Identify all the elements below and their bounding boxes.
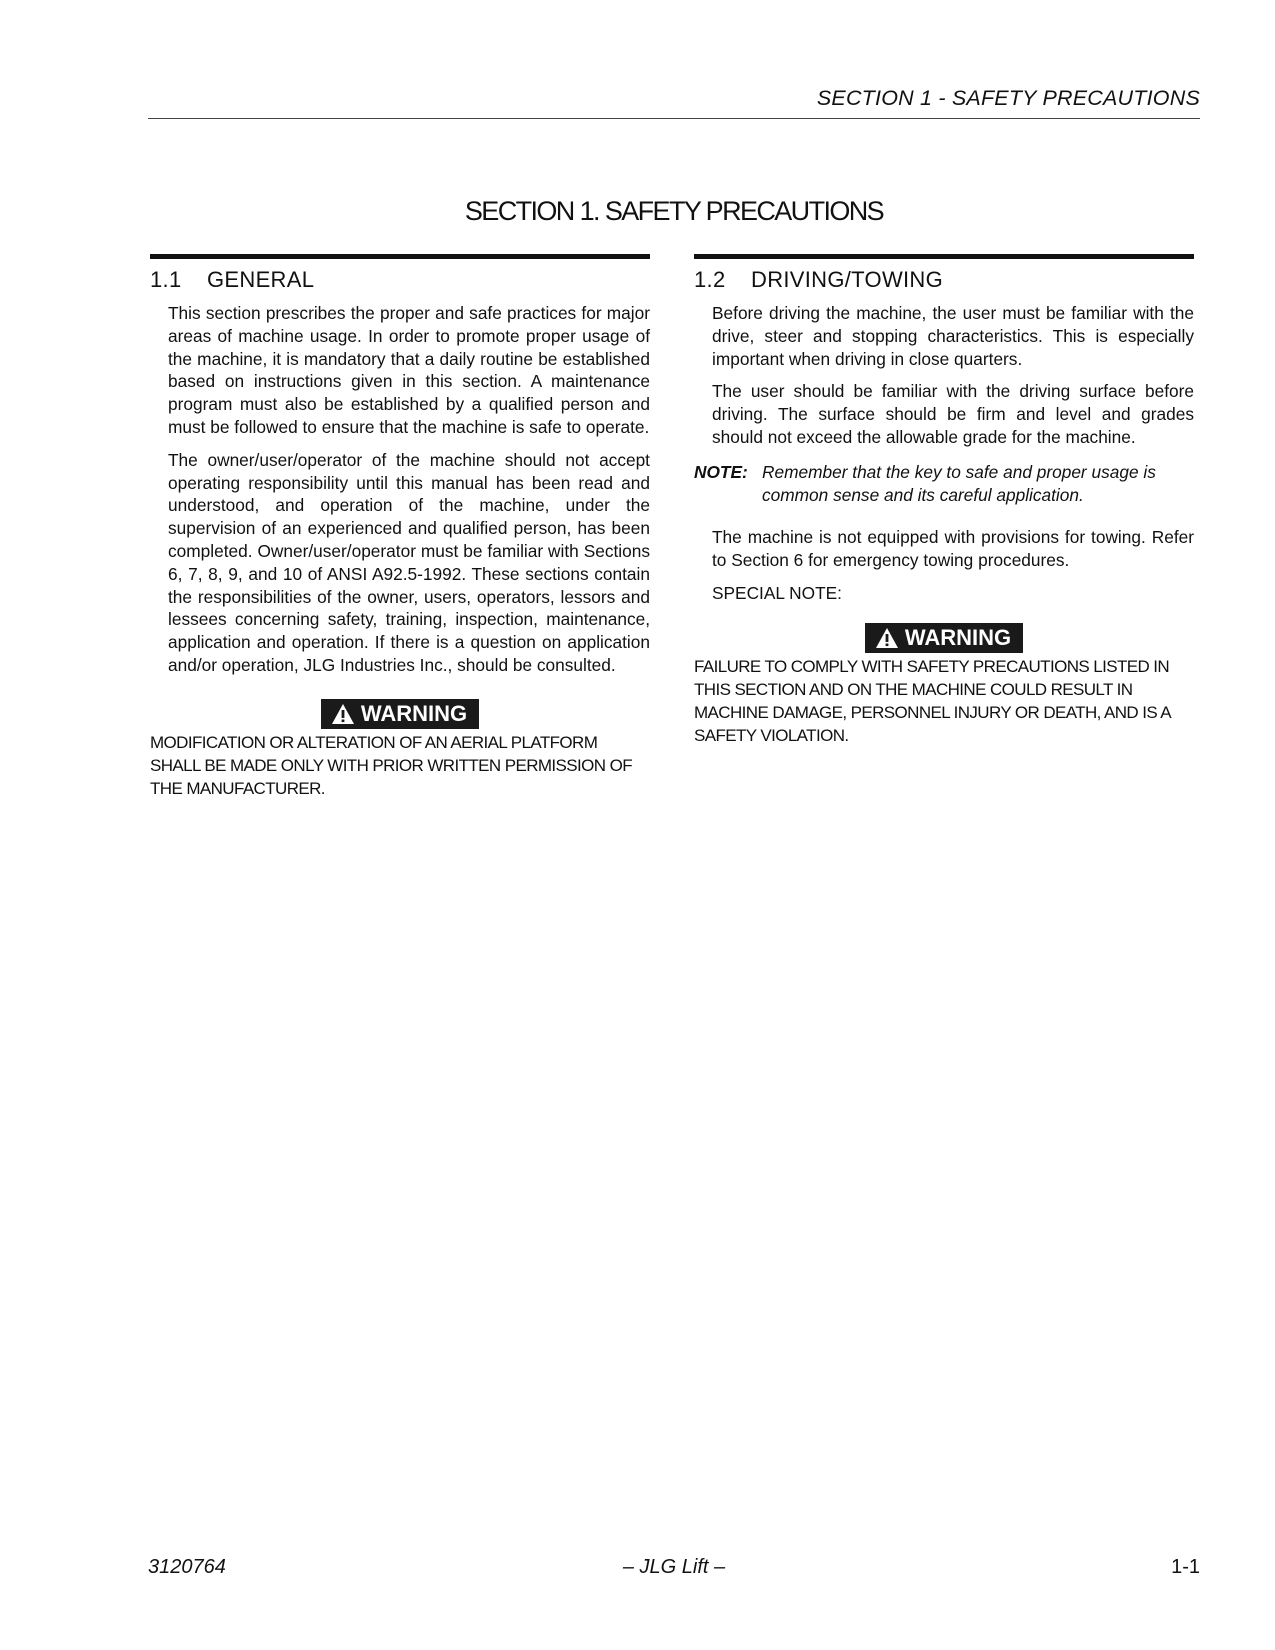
header-rule [148, 118, 1200, 119]
note-block [694, 461, 1194, 507]
warning-triangle-icon [875, 627, 899, 649]
page-number: 1-1 [1171, 1556, 1200, 1578]
warning-badge [865, 623, 1023, 653]
paragraph: This section prescribes the proper and safe practices for major areas of machine usage. In order to promote proper usage of the machine, it is mandatory that a daily routine be established based on instructions given in this section. A maintenance program must also be established by a qualified person and must be followed to ensure that the machine is safe to operate. [168, 303, 650, 437]
section-rule [150, 254, 650, 259]
paragraph: The user should be familiar with the driving surface before driving. The surface should be firm and level and grades should not exceed the allowable grade for the machine. [712, 381, 1194, 447]
section-heading [150, 267, 650, 293]
running-header: SECTION 1 - SAFETY PRECAUTIONS [816, 86, 1200, 110]
section-driving-towing [694, 254, 1194, 747]
warning-label: WARNING [904, 624, 1012, 650]
section-general [150, 254, 650, 800]
section-title: GENERAL [207, 267, 315, 292]
section-rule [694, 254, 1194, 259]
paragraph: The owner/user/operator of the machine should not accept operating responsibility until this manual has been read and understood, and operation of the machine, under the supervision of an experienced and qualified person, has been completed. Owner/user/operator must be familiar with Sections 6, 7, 8, 9, and 10 of ANSI A92.5-1992. These sections contain the responsibilities of the owner, users, operators, lessors and lessees concerning safety, training, inspection, maintenance, application and operation. If there is a question on application and/or operation, JLG Industries Inc., should be consulted. [168, 449, 650, 675]
note-label: NOTE: [694, 461, 748, 482]
note-text: Remember that the key to safe and proper usage is common sense and its careful application. [762, 461, 1156, 505]
footer-brand: – JLG Lift – [622, 1556, 726, 1578]
paragraph: The machine is not equipped with provisions for towing. Refer to Section 6 for emergency towing procedures. [712, 527, 1194, 571]
page-footer [148, 1556, 1200, 1579]
warning-triangle-icon [331, 703, 355, 725]
warning-badge [321, 699, 479, 729]
warning-text: MODIFICATION OR ALTERATION OF AN AERIAL PLATFORM SHALL BE MADE ONLY WITH PRIOR WRITTEN PERMISSION OF THE MANUFACTURER. [150, 732, 632, 798]
page-title: SECTION 1. SAFETY PRECAUTIONS [464, 196, 884, 227]
section-number: 1.1 [150, 267, 182, 292]
warning-text: FAILURE TO COMPLY WITH SAFETY PRECAUTIONS LISTED IN THIS SECTION AND ON THE MACHINE COULD RESULT IN MACHINE DAMAGE, PERSONNEL INJURY OR DEATH, AND IS A SAFETY VIOLATION. [694, 656, 1171, 745]
section-number: 1.2 [694, 267, 726, 292]
section-title: DRIVING/TOWING [751, 267, 944, 292]
special-note-label: SPECIAL NOTE: [712, 582, 842, 603]
document-number: 3120764 [148, 1556, 226, 1578]
warning-block [694, 623, 1194, 653]
warning-label: WARNING [360, 700, 468, 726]
warning-block [150, 699, 650, 729]
section-heading [694, 267, 1194, 293]
paragraph: Before driving the machine, the user must be familiar with the drive, steer and stopping characteristics. This is especially important when driving in close quarters. [712, 303, 1194, 369]
